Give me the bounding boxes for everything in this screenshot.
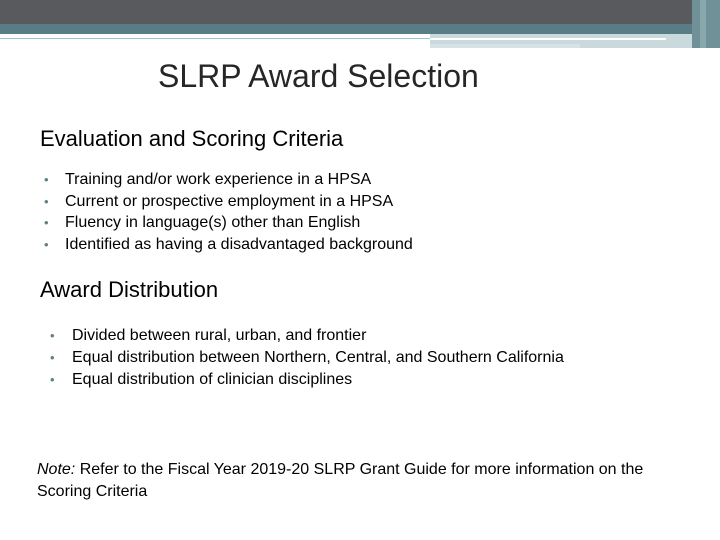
- list-item-text: Divided between rural, urban, and frontier: [72, 327, 367, 344]
- list-item-text: Fluency in language(s) other than English: [65, 214, 361, 231]
- slide-title: SLRP Award Selection: [158, 58, 479, 94]
- list-item: [44, 191, 413, 213]
- list-item-text: Equal distribution between Northern, Central, and Southern California: [72, 349, 564, 366]
- list-item-text: Training and/or work experience in a HPSA: [65, 171, 372, 188]
- list-item-text: Equal distribution of clinician disciplines: [72, 371, 353, 388]
- list-item: [44, 212, 413, 234]
- scoring-note: [37, 459, 687, 503]
- list-item: [50, 325, 564, 347]
- header-rule-left: [0, 38, 430, 39]
- bullet-icon: •: [44, 236, 49, 252]
- list-item: [44, 234, 413, 256]
- list-item-text: Identified as having a disadvantaged background: [65, 235, 413, 253]
- header-band-dark: [0, 0, 720, 24]
- list-item: [50, 347, 564, 369]
- bullet-icon: •: [50, 372, 55, 387]
- evaluation-criteria-list: [44, 169, 413, 255]
- list-item-text: Current or prospective employment in a HPSA: [65, 192, 394, 210]
- list-item: [50, 369, 564, 391]
- bullet-icon: •: [44, 193, 49, 209]
- note-text: Refer to the Fiscal Year 2019-20 SLRP Grant Guide for more information on the Scoring Criteria: [37, 461, 644, 500]
- distribution-heading: Award Distribution: [40, 277, 219, 302]
- bullet-icon: •: [50, 350, 55, 365]
- bullet-icon: •: [50, 328, 55, 343]
- list-item: [44, 169, 413, 191]
- evaluation-heading: Evaluation and Scoring Criteria: [40, 126, 344, 151]
- header-edge-stripe: [700, 0, 706, 48]
- header-band-teal: [0, 24, 720, 34]
- bullet-icon: •: [44, 172, 49, 187]
- distribution-list: [50, 325, 564, 391]
- note-label: Note:: [37, 461, 76, 478]
- header-edge-block: [692, 0, 720, 48]
- bullet-icon: •: [44, 215, 49, 230]
- header-accent-stub: [430, 44, 580, 48]
- header-rule-right: [430, 38, 666, 40]
